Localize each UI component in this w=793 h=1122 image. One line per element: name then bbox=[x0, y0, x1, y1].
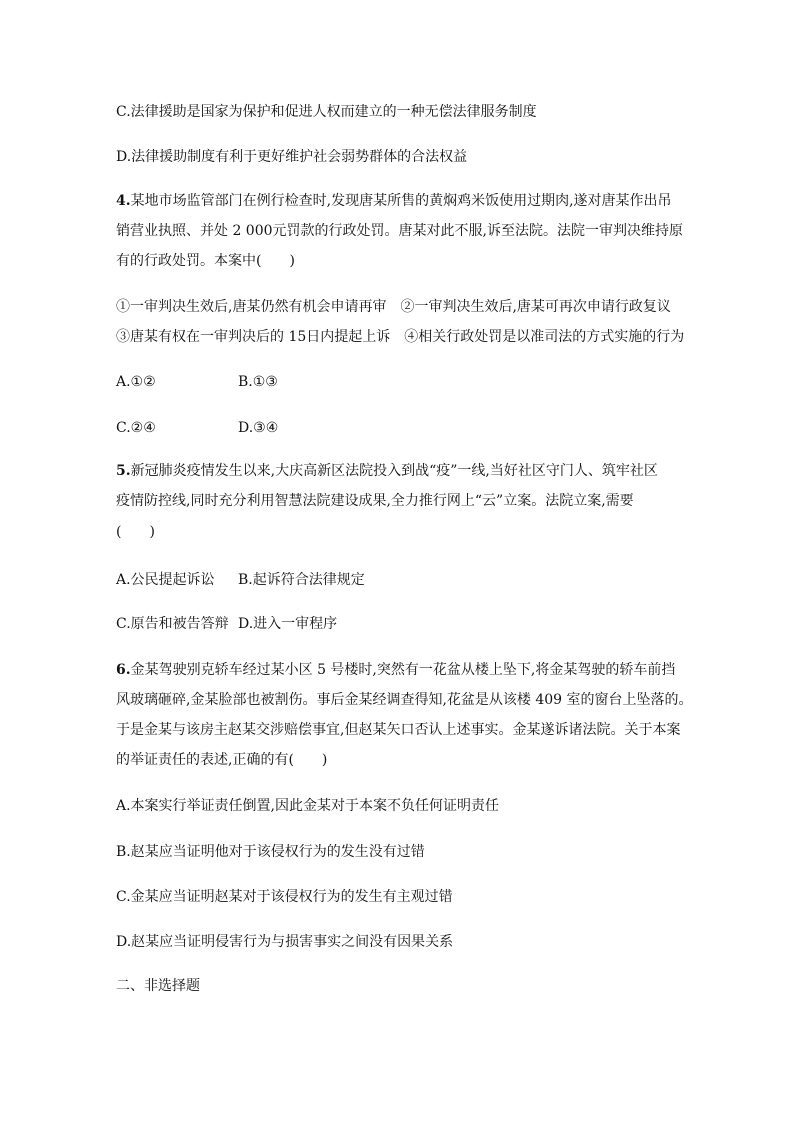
q5-number: 5. bbox=[116, 463, 131, 479]
q6-stem-line-3: 于是金某与该房主赵某交涉赔偿事宜,但赵某矢口否认上述事实。金某遂诉诸法院。关于本案 bbox=[116, 722, 681, 738]
q5-option-c: C.原告和被告答辩 bbox=[116, 616, 229, 632]
q4-statements-3-4: ③唐某有权在一审判决后的 15日内提起上诉 ④相关行政处罚是以准司法的方式实施的行为 bbox=[116, 329, 685, 345]
q6-option-a: A.本案实行举证责任倒置,因此金某对于本案不负任何证明责任 bbox=[116, 798, 500, 814]
q4-option-b: B.①③ bbox=[238, 374, 278, 390]
q5-option-a: A.公民提起诉讼 bbox=[116, 572, 215, 588]
q6-stem-line-1: 6.金某驾驶别克轿车经过某小区 5 号楼时,突然有一花盆从楼上坠下,将金某驾驶的轿车前挡 bbox=[116, 662, 676, 678]
q4-option-d: D.③④ bbox=[238, 420, 279, 436]
q5-stem-line-3: ( ) bbox=[116, 524, 155, 540]
q4-option-a: A.①② bbox=[116, 374, 156, 390]
q6-number: 6. bbox=[116, 662, 131, 678]
q5-stem-line-1: 5.新冠肺炎疫情发生以来,大庆高新区法院投入到战“疫”一线,当好社区守门人、筑牢社区 bbox=[116, 463, 658, 479]
q5-option-b: B.起诉符合法律规定 bbox=[238, 572, 365, 588]
q3-option-d: D.法律援助制度有利于更好维护社会弱势群体的合法权益 bbox=[116, 149, 468, 165]
q6-stem-line-2: 风玻璃砸碎,金某脸部也被割伤。事后金某经调查得知,花盆是从该楼 409 室的窗台上坠落的。 bbox=[116, 692, 693, 708]
section-heading-non-choice: 二、非选择题 bbox=[116, 978, 200, 994]
q5-stem-line-2: 疫情防控线,同时充分利用智慧法院建设成果,全力推行网上“云”立案。法院立案,需要 bbox=[116, 493, 634, 509]
q6-option-b: B.赵某应当证明他对于该侵权行为的发生没有过错 bbox=[116, 844, 425, 860]
q4-stem-line-1: 4.某地市场监管部门在例行检查时,发现唐某所售的黄焖鸡米饭使用过期肉,遂对唐某作出吊 bbox=[116, 193, 672, 209]
q5-option-d: D.进入一审程序 bbox=[238, 616, 338, 632]
q6-option-d: D.赵某应当证明侵害行为与损害事实之间没有因果关系 bbox=[116, 934, 454, 950]
q4-number: 4. bbox=[116, 193, 131, 209]
q6-option-c: C.金某应当证明赵某对于该侵权行为的发生有主观过错 bbox=[116, 889, 453, 905]
q3-option-c: C.法律援助是国家为保护和促进人权而建立的一种无偿法律服务制度 bbox=[116, 104, 537, 120]
q4-stem-line-3: 有的行政处罚。本案中( ) bbox=[116, 253, 295, 269]
q4-stem-line-2: 销营业执照、并处 2 000元罚款的行政处罚。唐某对此不服,诉至法院。法院一审判决维持原 bbox=[116, 223, 683, 239]
q6-stem-line-4: 的举证责任的表述,正确的有( ) bbox=[116, 752, 328, 768]
q4-option-c: C.②④ bbox=[116, 420, 156, 436]
q4-statements-1-2: ①一审判决生效后,唐某仍然有机会申请再审 ②一审判决生效后,唐某可再次申请行政复议 bbox=[116, 299, 671, 315]
